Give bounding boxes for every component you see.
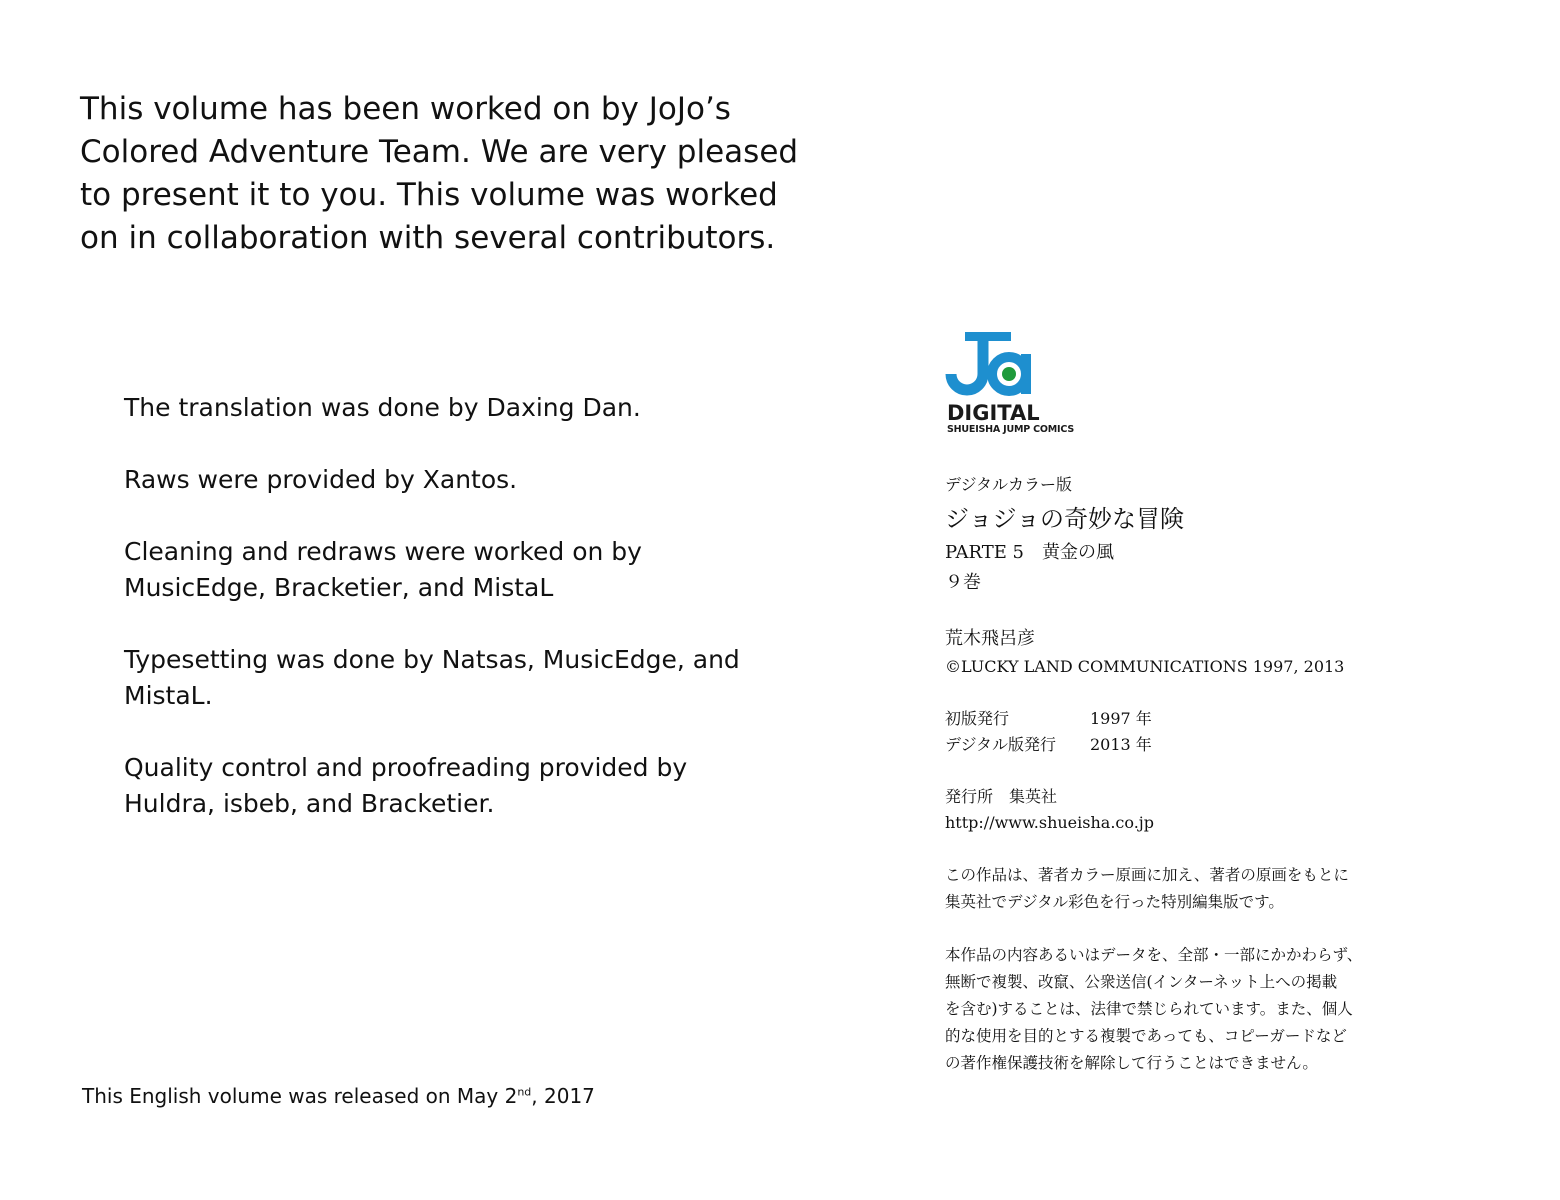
author-name: 荒木飛呂彦 [945, 628, 1035, 649]
credit-typesetting [124, 642, 784, 714]
digital-edition-row [945, 732, 1465, 758]
credit-line: MusicEdge, Bracketier, and MistaL [124, 573, 554, 602]
credit-line: Raws were provided by Xantos. [124, 465, 518, 494]
legal-line: の著作権保護技術を解除して行うことはできません。 [945, 1054, 1318, 1072]
legal-line: を含む)することは、法律で禁じられています。また、個人 [945, 1000, 1353, 1018]
logo-subtitle: SHUEISHA JUMP COMICS [947, 424, 1074, 435]
intro-line: on in collaboration with several contributors. [80, 220, 776, 256]
legal-line: 無断で複製、改竄、公衆送信(インターネット上への掲載 [945, 973, 1338, 991]
publisher-line: 発行所 集英社 [945, 787, 1058, 806]
publisher-url: http://www.shueisha.co.jp [945, 813, 1154, 832]
credit-line: Quality control and proofreading provided by [124, 753, 688, 782]
legal-line: 的な使用を目的とする複製であっても、コピーガードなど [945, 1027, 1347, 1045]
release-ordinal: nd [517, 1085, 532, 1099]
digital-edition-year: 2013 年 [1090, 735, 1152, 754]
digital-edition-label: デジタル版発行 [945, 735, 1057, 754]
copyright-line: ©LUCKY LAND COMMUNICATIONS 1997, 2013 [945, 657, 1345, 676]
note-line: 集英社でデジタル彩色を行った特別編集版です。 [945, 893, 1284, 911]
credits-list [124, 390, 784, 858]
release-note [82, 1082, 595, 1110]
release-year: , 2017 [531, 1084, 595, 1108]
volume-number: ９巻 [945, 572, 981, 593]
credit-line: The translation was done by Daxing Dan. [124, 393, 641, 422]
jc-logo-icon [945, 330, 1041, 400]
colophon [945, 330, 1465, 1077]
first-edition-label: 初版発行 [945, 709, 1010, 728]
jump-digital-logo [945, 330, 1074, 436]
credit-line: Cleaning and redraws were worked on by [124, 537, 642, 566]
first-edition-year: 1997 年 [1090, 709, 1152, 728]
credit-line: Typesetting was done by Natsas, MusicEdge, and [124, 645, 740, 674]
note-line: この作品は、著者カラー原画に加え、著者の原画をもとに [945, 866, 1349, 884]
intro-line: to present it to you. This volume was worked [80, 177, 778, 213]
edition-note [945, 862, 1465, 916]
intro-paragraph [80, 88, 820, 260]
intro-line: This volume has been worked on by JoJo’s [80, 91, 731, 127]
credit-line: MistaL. [124, 681, 213, 710]
release-prefix: This English volume was released on May 2 [82, 1084, 518, 1108]
legal-line: 本作品の内容あるいはデータを、全部・一部にかかわらず、 [945, 946, 1363, 964]
part-title: PARTE 5 黄金の風 [945, 542, 1115, 563]
edition-label: デジタルカラー版 [945, 475, 1073, 494]
logo-wordmark: DIGITAL [947, 401, 1040, 425]
credit-translation [124, 390, 784, 426]
book-title: ジョジョの奇妙な冒険 [945, 505, 1185, 533]
credit-cleaning [124, 534, 784, 606]
credit-line: Huldra, isbeb, and Bracketier. [124, 789, 495, 818]
legal-notice [945, 942, 1465, 1077]
first-edition-row [945, 706, 1465, 732]
intro-line: Colored Adventure Team. We are very pleased [80, 134, 799, 170]
credit-raws [124, 462, 784, 498]
credit-quality-control [124, 750, 784, 822]
